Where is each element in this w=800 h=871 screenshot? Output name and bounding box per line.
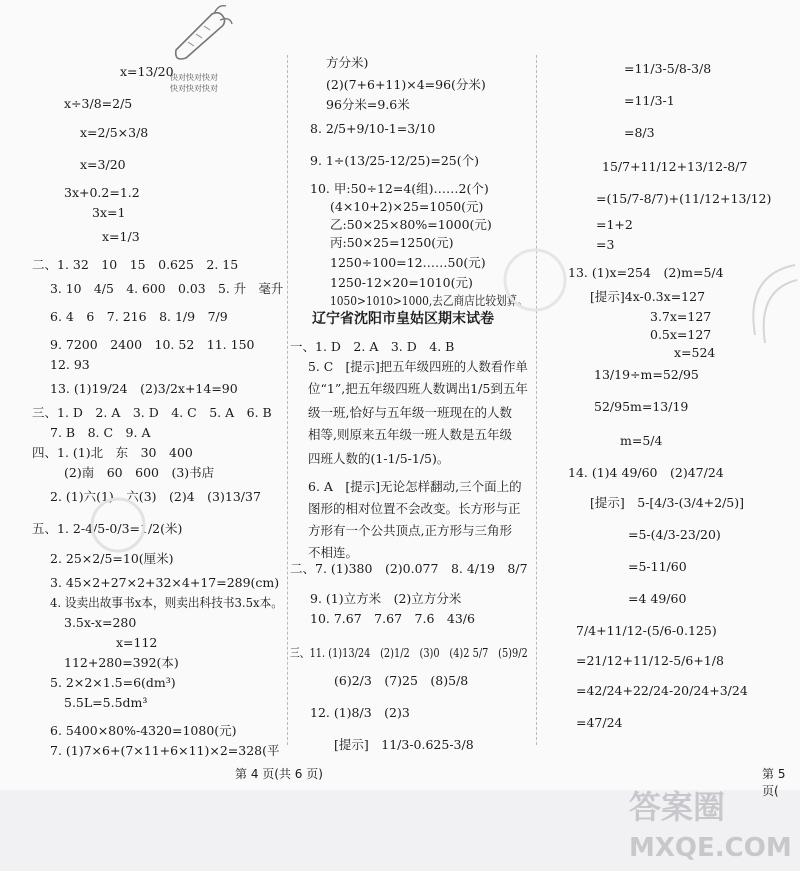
answer-line: 6. 4 6 7. 216 8. 1/9 7/9 <box>50 309 228 324</box>
answer-line: 3x+0.2=1.2 <box>64 185 140 200</box>
answer-line: 四、1. (1)北 东 30 400 <box>32 445 193 460</box>
answer-line: =4 49/60 <box>628 591 687 606</box>
watermark-logo-text: 答案圈 <box>629 788 726 826</box>
watermark-badge-icon <box>88 495 148 555</box>
answer-line: 9. 1÷(13/25-12/25)=25(个) <box>310 153 479 168</box>
answer-line: 9. (1)立方米 (2)立方分米 <box>310 591 462 606</box>
answer-line: 10. 甲:50÷12=4(组)……2(个) <box>310 181 489 196</box>
answer-line: 5. C [提示]把五年级四班的人数看作单 <box>308 359 528 374</box>
answer-line: 2. 25×2/5=10(厘米) <box>50 551 174 566</box>
answer-line: 级一班,恰好与五年级一班现在的人数 <box>308 405 512 420</box>
page-number-right: 第 5 页( <box>762 767 786 798</box>
answer-line: 3.7x=127 <box>650 309 712 324</box>
answer-line: 二、7. (1)380 (2)0.077 8. 4/19 8/7 <box>290 561 528 576</box>
answer-line: x=112 <box>116 635 158 650</box>
answer-line: =11/3-1 <box>624 93 675 108</box>
watermark-url: MXQE.COM <box>629 833 792 863</box>
answer-line: x=1/3 <box>102 229 140 244</box>
section-title: 辽宁省沈阳市皇姑区期末试卷 <box>312 311 494 327</box>
answer-line: 6. 5400×80%-4320=1080(元) <box>50 723 237 738</box>
answer-line: 1050>1010>1000,去乙商店比较划算。 <box>330 293 528 308</box>
answer-line: 7/4+11/12-(5/6-0.125) <box>576 623 717 638</box>
answer-line: 一、1. D 2. A 3. D 4. B <box>290 339 455 354</box>
answer-line: 3. 45×2+27×2+32×4+17=289(cm) <box>50 575 280 590</box>
answer-line: 不相连。 <box>308 545 359 560</box>
answer-line: =1+2 <box>596 217 633 232</box>
answer-line: 图形的相对位置不会改变。长方形与正 <box>308 501 521 516</box>
answer-line: m=5/4 <box>620 433 663 448</box>
answer-line: [提示] 11/3-0.625-3/8 <box>334 737 474 752</box>
answer-line: x=2/5×3/8 <box>80 125 149 140</box>
page-number-left: 第 4 页(共 6 页) <box>235 767 323 781</box>
answer-line: 位“1”,把五年级四班人数调出1/5到五年 <box>308 381 528 396</box>
hatched-circle-icon <box>735 255 800 350</box>
answer-line: (6)2/3 (7)25 (8)5/8 <box>334 673 469 688</box>
answer-line: 112+280=392(本) <box>64 655 179 670</box>
answer-line: 5.5L=5.5dm³ <box>64 695 148 710</box>
answer-line: 3x=1 <box>92 205 126 220</box>
answer-line: x=524 <box>674 345 716 360</box>
answer-line: 相等,则原来五年级一班人数是五年级 <box>308 427 512 442</box>
answer-line: 四班人数的(1-1/5-1/5)。 <box>308 451 450 466</box>
answer-line: 方形有一个公共顶点,正方形与三角形 <box>308 523 512 538</box>
answer-line: (2)南 60 600 (3)书店 <box>64 465 215 480</box>
answer-line: 13. (1)19/24 (2)3/2x+14=90 <box>50 381 238 396</box>
answer-line: 13. (1)x=254 (2)m=5/4 <box>568 265 724 280</box>
sticker-text: 快对快对快对 快对快对快对 <box>170 73 218 93</box>
answer-line: =5-(4/3-23/20) <box>628 527 721 542</box>
answer-line: 15/7+11/12+13/12-8/7 <box>602 159 748 174</box>
answer-line: 96分米=9.6米 <box>326 97 410 112</box>
answer-line: =47/24 <box>576 715 623 730</box>
answer-line: =8/3 <box>624 125 655 140</box>
answer-line: 7. (1)7×6+(7×11+6×11)×2=328(平 <box>50 743 280 758</box>
answer-line: 14. (1)4 49/60 (2)47/24 <box>568 465 724 480</box>
answer-line: 7. B 8. C 9. A <box>50 425 151 440</box>
answer-line: 5. 2×2×1.5=6(dm³) <box>50 675 176 690</box>
answer-line: =3 <box>596 237 615 252</box>
answer-line: 五、1. 2-4/5-0/3=1/2(米) <box>32 521 183 536</box>
answer-line: 13/19÷m=52/95 <box>594 367 699 382</box>
carrot-sticker-icon <box>168 2 234 60</box>
answer-line: x=3/20 <box>80 157 126 172</box>
answer-line: =5-11/60 <box>628 559 687 574</box>
column-divider <box>287 55 288 745</box>
answer-line: 9. 7200 2400 10. 52 11. 150 <box>50 337 255 352</box>
answer-line: 12. (1)8/3 (2)3 <box>310 705 410 720</box>
answer-line: 乙:50×25×80%=1000(元) <box>330 217 492 232</box>
answer-line: =11/3-5/8-3/8 <box>624 61 712 76</box>
answer-line: 3. 10 4/5 4. 600 0.03 5. 升 毫升 <box>50 281 284 296</box>
answer-line: 二、1. 32 10 15 0.625 2. 15 <box>32 257 239 272</box>
answer-line: x=13/20 <box>120 64 174 79</box>
answer-line: (4×10+2)×25=1050(元) <box>330 199 484 214</box>
answer-line: 方分米) <box>326 55 369 70</box>
answer-line: 3.5x-x=280 <box>64 615 137 630</box>
answer-line: 1250-12×20=1010(元) <box>330 275 473 290</box>
answer-line: [提示] 5-[4/3-(3/4+2/5)] <box>590 495 744 510</box>
answer-line: 8. 2/5+9/10-1=3/10 <box>310 121 436 136</box>
answer-line: 丙:50×25=1250(元) <box>330 235 454 250</box>
answer-line: =(15/7-8/7)+(11/12+13/12) <box>596 191 772 206</box>
answer-line: 10. 7.67 7.67 7.6̇ 43/6 <box>310 611 475 626</box>
answer-line: 三、11. (1)13/24 (2)1/2 (3)0 (4)2 5/7 (5)9/2 <box>290 645 528 660</box>
answer-line: [提示]4x-0.3x=127 <box>590 289 706 304</box>
answer-line: 1250÷100=12……50(元) <box>330 255 486 270</box>
answer-line: 2. (1)六(1) 六(3) (2)4 (3)13/37 <box>50 489 261 504</box>
answer-line: =21/12+11/12-5/6+1/8 <box>576 653 724 668</box>
answer-line: 三、1. D 2. A 3. D 4. C 5. A 6. B <box>32 405 272 420</box>
answer-line: (2)(7+6+11)×4=96(分米) <box>326 77 486 92</box>
answer-line: x÷3/8=2/5 <box>64 96 133 111</box>
answer-line: 52/95m=13/19 <box>594 399 689 414</box>
watermark-badge-icon <box>500 245 570 315</box>
column-divider <box>536 55 537 745</box>
answer-line: 12. 93 <box>50 357 90 372</box>
answer-line: 0.5x=127 <box>650 327 712 342</box>
answer-line: =42/24+22/24-20/24+3/24 <box>576 683 748 698</box>
answer-line: 6. A [提示]无论怎样翻动,三个面上的 <box>308 479 522 494</box>
answer-line: 4. 设卖出故事书x本，则卖出科技书3.5x本。 <box>50 595 283 610</box>
